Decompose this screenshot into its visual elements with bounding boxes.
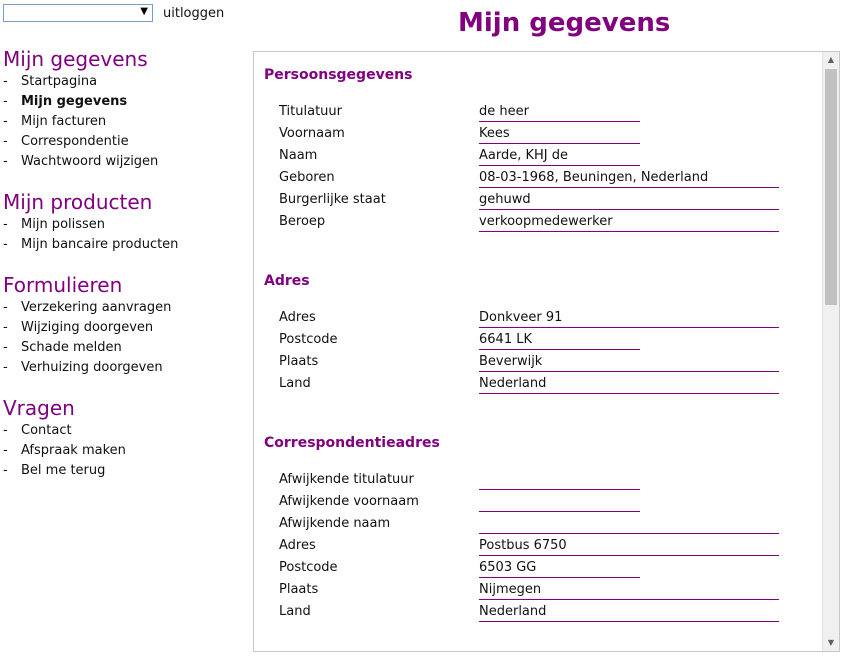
field-label: Beroep: [279, 214, 326, 229]
field-label: Plaats: [279, 582, 319, 597]
field-value: Nijmegen: [479, 582, 779, 600]
sidebar-section-title: Formulieren: [3, 273, 123, 297]
field-label: Postcode: [279, 332, 338, 347]
sidebar-section-mijn-producten: [3, 189, 243, 255]
field-row: [264, 580, 819, 602]
scroll-up-arrow-icon[interactable]: ▲: [827, 55, 835, 64]
field-row: [264, 146, 819, 168]
field-label: Burgerlijke staat: [279, 192, 386, 207]
sidebar-item-startpagina[interactable]: - Startpagina: [3, 74, 98, 89]
field-label: Plaats: [279, 354, 319, 369]
field-value: [479, 472, 640, 490]
field-value: Aarde, KHJ de: [479, 148, 640, 166]
account-select[interactable]: [3, 4, 153, 22]
field-row: [264, 102, 819, 124]
sidebar-item-contact[interactable]: - Contact: [3, 423, 72, 438]
scrollbar-thumb[interactable]: [825, 69, 837, 305]
sidebar-item-wachtwoord-wijzigen[interactable]: - Wachtwoord wijzigen: [3, 154, 159, 169]
field-label: Afwijkende titulatuur: [279, 472, 414, 487]
field-row: [264, 558, 819, 580]
field-row: [264, 492, 819, 514]
page-title: Mijn gegevens: [458, 8, 671, 38]
sidebar-item-verhuizing-doorgeven[interactable]: - Verhuizing doorgeven: [3, 360, 163, 375]
sidebar-item-correspondentie[interactable]: - Correspondentie: [3, 134, 129, 149]
sidebar-section-title: Mijn producten: [3, 190, 153, 214]
section-persoonsgegevens: [264, 66, 819, 234]
field-row: [264, 308, 819, 330]
sidebar-section-title: Vragen: [3, 396, 75, 420]
sidebar-item-mijn-facturen[interactable]: - Mijn facturen: [3, 114, 107, 129]
field-label: Afwijkende voornaam: [279, 494, 419, 509]
sidebar: [3, 46, 243, 498]
field-value: 08-03-1968, Beuningen, Nederland: [479, 170, 779, 188]
field-label: Afwijkende naam: [279, 516, 391, 531]
sidebar-item-bel-me-terug[interactable]: - Bel me terug: [3, 463, 106, 478]
field-row: [264, 470, 819, 492]
section-title: Adres: [264, 273, 310, 289]
field-row: [264, 168, 819, 190]
sidebar-item-verzekering-aanvragen[interactable]: - Verzekering aanvragen: [3, 300, 172, 315]
field-label: Naam: [279, 148, 318, 163]
sidebar-item-mijn-gegevens[interactable]: - Mijn gegevens: [3, 94, 128, 109]
logout-link[interactable]: uitloggen: [163, 5, 225, 21]
field-row: [264, 602, 819, 624]
field-value: 6641 LK: [479, 332, 640, 350]
sidebar-section-mijn-gegevens: [3, 46, 243, 172]
field-label: Postcode: [279, 560, 338, 575]
field-value: 6503 GG: [479, 560, 640, 578]
field-label: Adres: [279, 310, 316, 325]
field-label: Adres: [279, 538, 316, 553]
field-label: Voornaam: [279, 126, 345, 141]
field-label: Land: [279, 604, 311, 619]
field-value: Nederland: [479, 376, 779, 394]
section-title: Correspondentieadres: [264, 435, 440, 451]
field-row: [264, 536, 819, 558]
sidebar-section-formulieren: [3, 272, 243, 378]
sidebar-item-mijn-polissen[interactable]: - Mijn polissen: [3, 217, 106, 232]
field-row: [264, 212, 819, 234]
sidebar-item-mijn-bancaire-producten[interactable]: - Mijn bancaire producten: [3, 237, 179, 252]
field-value: [479, 494, 640, 512]
vertical-scrollbar[interactable]: [822, 52, 839, 651]
sidebar-item-wijziging-doorgeven[interactable]: - Wijziging doorgeven: [3, 320, 154, 335]
field-label: Titulatuur: [279, 104, 342, 119]
field-row: [264, 514, 819, 536]
field-row: [264, 374, 819, 396]
field-value: de heer: [479, 104, 640, 122]
sidebar-item-afspraak-maken[interactable]: - Afspraak maken: [3, 443, 126, 458]
field-label: Geboren: [279, 170, 335, 185]
details-content: [264, 66, 819, 652]
section-title: Persoonsgegevens: [264, 67, 413, 83]
field-value: Postbus 6750: [479, 538, 779, 556]
sidebar-section-title: Mijn gegevens: [3, 47, 148, 71]
field-row: [264, 330, 819, 352]
section-correspondentieadres: [264, 434, 819, 624]
sidebar-section-vragen: [3, 395, 243, 481]
field-value: gehuwd: [479, 192, 779, 210]
field-value: verkoopmedewerker: [479, 214, 779, 232]
scroll-down-arrow-icon[interactable]: ▼: [827, 638, 835, 647]
field-row: [264, 190, 819, 212]
field-row: [264, 124, 819, 146]
field-value: Beverwijk: [479, 354, 779, 372]
field-value: Kees: [479, 126, 640, 144]
dropdown-arrow-icon: ▼: [140, 6, 148, 17]
field-label: Land: [279, 376, 311, 391]
field-value: Donkveer 91: [479, 310, 779, 328]
section-adres: [264, 272, 819, 396]
top-bar: [3, 4, 224, 22]
field-value: [479, 516, 779, 534]
field-row: [264, 352, 819, 374]
details-panel[interactable]: [253, 51, 840, 652]
sidebar-item-schade-melden[interactable]: - Schade melden: [3, 340, 122, 355]
field-value: Nederland: [479, 604, 779, 622]
